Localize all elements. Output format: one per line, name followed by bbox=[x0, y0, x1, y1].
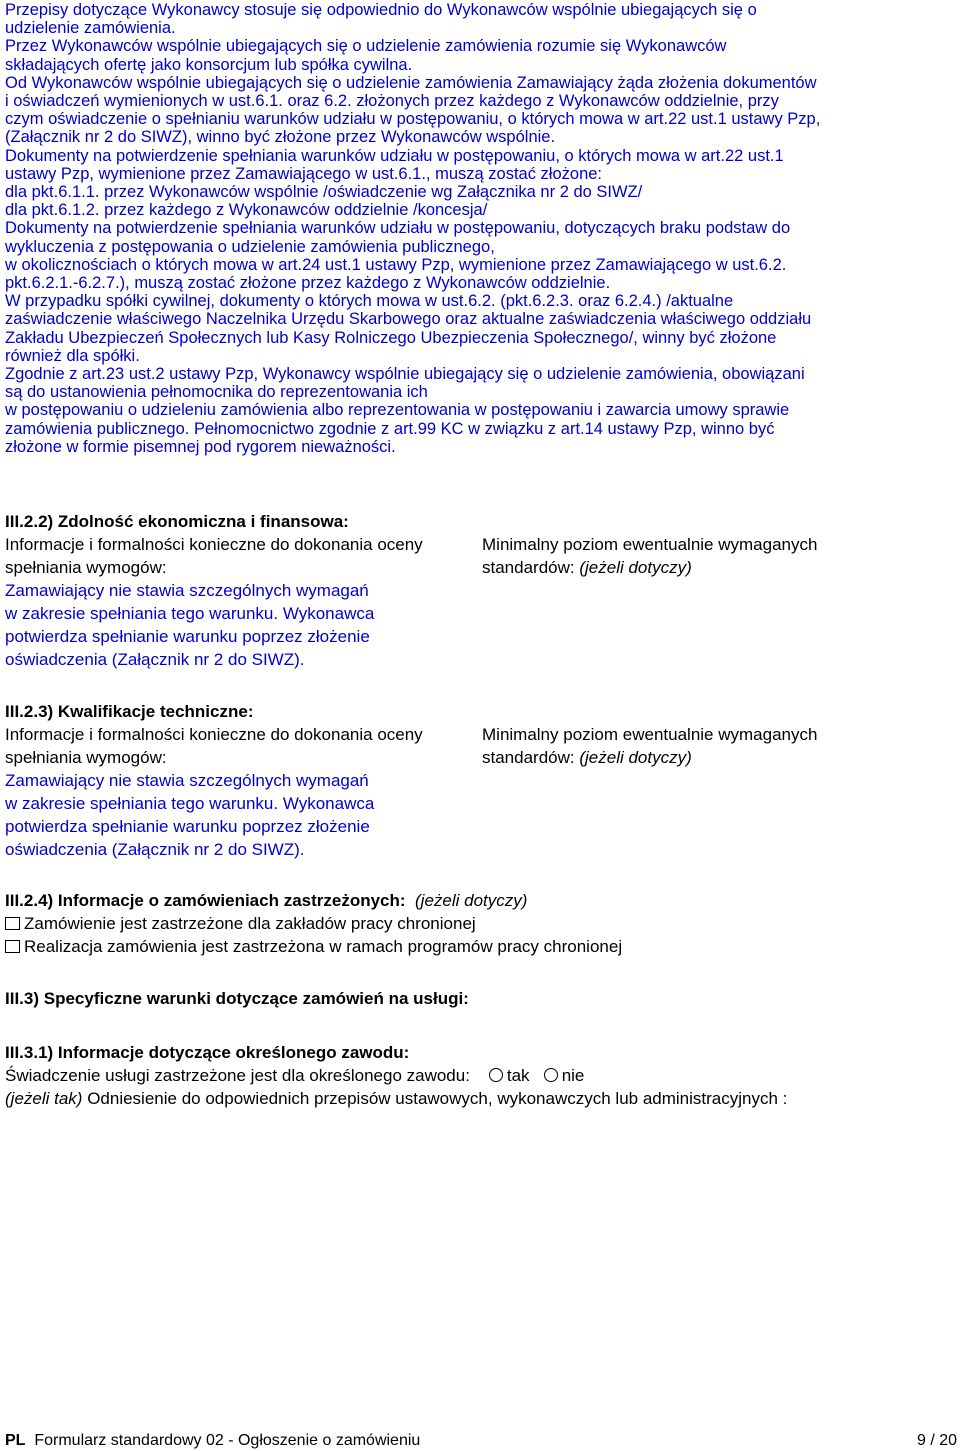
column-label: Informacje i formalności konieczne do dokonania oceny bbox=[5, 725, 423, 744]
criteria-column-right bbox=[482, 723, 817, 769]
body-line: Zamawiający nie stawia szczególnych wymagań bbox=[5, 771, 369, 790]
text-line: udzielenie zamówienia. bbox=[5, 19, 176, 38]
section-body bbox=[5, 579, 950, 671]
text-line: pkt.6.2.1.-6.2.7.), muszą zostać złożone przez każdego z Wykonawców oddzielnie. bbox=[5, 274, 611, 293]
criteria-column-right bbox=[482, 533, 817, 579]
text-line: zamówienia publicznego. Pełnomocnictwo zgodnie z art.99 KC w związku z art.14 ustawy Pzp, winno być bbox=[5, 419, 775, 438]
section-heading: III.2.3) Kwalifikacje techniczne: bbox=[5, 702, 254, 721]
text-line: dla pkt.6.1.1. przez Wykonawców wspólnie /oświadczenie wg Załącznika nr 2 do SIWZ/ bbox=[5, 183, 643, 202]
criteria-header bbox=[5, 533, 950, 579]
radio-icon[interactable] bbox=[544, 1068, 558, 1082]
criteria-header bbox=[5, 723, 950, 769]
section-service-conditions bbox=[5, 987, 950, 1010]
section-heading: III.2.2) Zdolność ekonomiczna i finansowa: bbox=[5, 512, 349, 531]
reserved-option-sheltered-workshops[interactable] bbox=[5, 912, 950, 935]
option-label: Zamówienie jest zastrzeżone dla zakładów pracy chronionej bbox=[24, 914, 476, 933]
checkbox-icon[interactable] bbox=[5, 940, 20, 953]
text-line: również dla spółki. bbox=[5, 346, 140, 365]
criteria-column-left bbox=[5, 533, 423, 579]
text-line: (Załącznik nr 2 do SIWZ), winno być złożone przez Wykonawców wspólnie. bbox=[5, 128, 556, 147]
column-label bbox=[482, 556, 817, 579]
reference-condition: (jeżeli tak) bbox=[5, 1089, 83, 1108]
text-line: Zgodnie z art.23 ust.2 ustawy Pzp, Wykonawcy wspólnie ubiegający się o udzielenie zamówienia, obowiązani bbox=[5, 365, 805, 384]
column-label-note: (jeżeli dotyczy) bbox=[579, 558, 692, 577]
profession-reference-row bbox=[5, 1087, 950, 1110]
text-line: i oświadczeń wymienionych w ust.6.1. oraz 6.2. złożonych przez każdego z Wykonawców oddzielnie, przy bbox=[5, 92, 779, 111]
column-label: Informacje i formalności konieczne do dokonania oceny bbox=[5, 535, 423, 554]
column-label-text: standardów: bbox=[482, 748, 580, 767]
text-line: są do ustanowienia pełnomocnika do reprezentowania ich bbox=[5, 383, 428, 402]
text-line: Dokumenty na potwierdzenie spełniania warunków udziału w postępowaniu, o których mowa w art.22 ust.1 bbox=[5, 146, 784, 165]
text-line: W przypadku spółki cywilnej, dokumenty o których mowa w ust.6.2. (pkt.6.2.3. oraz 6.2.4.) /aktualne bbox=[5, 292, 734, 311]
radio-label-no[interactable]: nie bbox=[561, 1066, 585, 1085]
text-line: Dokumenty na potwierdzenie spełniania warunków udziału w postępowaniu, dotyczących braku podstaw do bbox=[5, 219, 791, 238]
text-line: Od Wykonawców wspólnie ubiegających się o udzielenie zamówienia Zamawiający żąda złożenia dokumentów bbox=[5, 73, 817, 92]
language-code: PL bbox=[5, 1432, 26, 1449]
body-line: w zakresie spełniania tego warunku. Wykonawca bbox=[5, 794, 375, 813]
reference-text: Odniesienie do odpowiednich przepisów ustawowych, wykonawczych lub administracyjnych : bbox=[82, 1089, 788, 1108]
section-reserved-contracts bbox=[5, 889, 950, 958]
radio-icon[interactable] bbox=[489, 1068, 503, 1082]
profession-question-row bbox=[5, 1064, 950, 1087]
text-line: zaświadczenie właściwego Naczelnika Urzędu Skarbowego oraz aktualne zaświadczenia właściwego oddziału bbox=[5, 310, 812, 329]
text-line: złożone w formie pisemnej pod rygorem nieważności. bbox=[5, 437, 396, 456]
text-line: dla pkt.6.1.2. przez każdego z Wykonawców oddzielnie /koncesja/ bbox=[5, 201, 488, 220]
column-label-note: (jeżeli dotyczy) bbox=[579, 748, 692, 767]
body-line: oświadczenia (Załącznik nr 2 do SIWZ). bbox=[5, 650, 305, 669]
column-label bbox=[482, 746, 817, 769]
text-line: składających ofertę jako konsorcjum lub spółka cywilna. bbox=[5, 55, 413, 74]
radio-label-yes[interactable]: tak bbox=[506, 1066, 530, 1085]
body-line: Zamawiający nie stawia szczególnych wymagań bbox=[5, 581, 369, 600]
criteria-column-left bbox=[5, 723, 423, 769]
body-line: potwierdza spełnianie warunku poprzez złożenie bbox=[5, 627, 370, 646]
section-heading-line bbox=[5, 889, 950, 912]
column-label: Minimalny poziom ewentualnie wymaganych bbox=[482, 535, 818, 554]
section-heading: III.3) Specyficzne warunki dotyczące zamówień na usługi: bbox=[5, 989, 469, 1008]
requirements-text-block bbox=[5, 1, 950, 456]
reserved-option-sheltered-programs[interactable] bbox=[5, 935, 950, 958]
section-heading: III.3.1) Informacje dotyczące określonego zawodu: bbox=[5, 1043, 410, 1062]
page-footer bbox=[5, 1430, 957, 1451]
section-technical-qualifications bbox=[5, 700, 950, 861]
text-line: Przepisy dotyczące Wykonawcy stosuje się odpowiednio do Wykonawców wspólnie ubiegających się o bbox=[5, 1, 757, 19]
text-line: w postępowaniu o udzieleniu zamówienia albo reprezentowania w postępowaniu i zawarcia umowy sprawie bbox=[5, 401, 790, 420]
form-title: Formularz standardowy 02 - Ogłoszenie o zamówieniu bbox=[34, 1432, 421, 1449]
checkbox-icon[interactable] bbox=[5, 917, 20, 930]
option-label: Realizacja zamówienia jest zastrzeżona w ramach programów pracy chronionej bbox=[24, 937, 623, 956]
section-body bbox=[5, 769, 950, 861]
text-line: w okolicznościach o których mowa w art.24 ust.1 ustawy Pzp, wymienione przez Zamawiającego w ust.6.2. bbox=[5, 255, 787, 274]
column-label: spełniania wymogów: bbox=[5, 748, 167, 767]
body-line: oświadczenia (Załącznik nr 2 do SIWZ). bbox=[5, 840, 305, 859]
column-label-text: standardów: bbox=[482, 558, 580, 577]
section-profession-info bbox=[5, 1041, 950, 1110]
section-economic-capacity bbox=[5, 510, 950, 671]
column-label: spełniania wymogów: bbox=[5, 558, 167, 577]
text-line: Przez Wykonawców wspólnie ubiegających się o udzielenie zamówienia rozumie się Wykonawców bbox=[5, 37, 727, 56]
section-heading-note: (jeżeli dotyczy) bbox=[415, 891, 528, 910]
text-line: Zakładu Ubezpieczeń Społecznych lub Kasy Rolniczego Ubezpieczenia Społecznego/, winny być złożone bbox=[5, 328, 777, 347]
section-heading: III.2.4) Informacje o zamówieniach zastrzeżonych: bbox=[5, 891, 406, 910]
column-label: Minimalny poziom ewentualnie wymaganych bbox=[482, 725, 818, 744]
profession-question: Świadczenie usługi zastrzeżone jest dla określonego zawodu: bbox=[5, 1066, 470, 1085]
body-line: potwierdza spełnianie warunku poprzez złożenie bbox=[5, 817, 370, 836]
text-line: wykluczenia z postępowania o udzielenie zamówienia publicznego, bbox=[5, 237, 495, 256]
text-line: czym oświadczenie o spełnianiu warunków udziału w postępowaniu, o których mowa w art.22 ust.1 ustawy Pzp, bbox=[5, 110, 821, 129]
text-line: ustawy Pzp, wymienione przez Zamawiającego w ust.6.1., muszą zostać złożone: bbox=[5, 164, 603, 183]
page-number: 9 / 20 bbox=[916, 1432, 957, 1449]
body-line: w zakresie spełniania tego warunku. Wykonawca bbox=[5, 604, 375, 623]
